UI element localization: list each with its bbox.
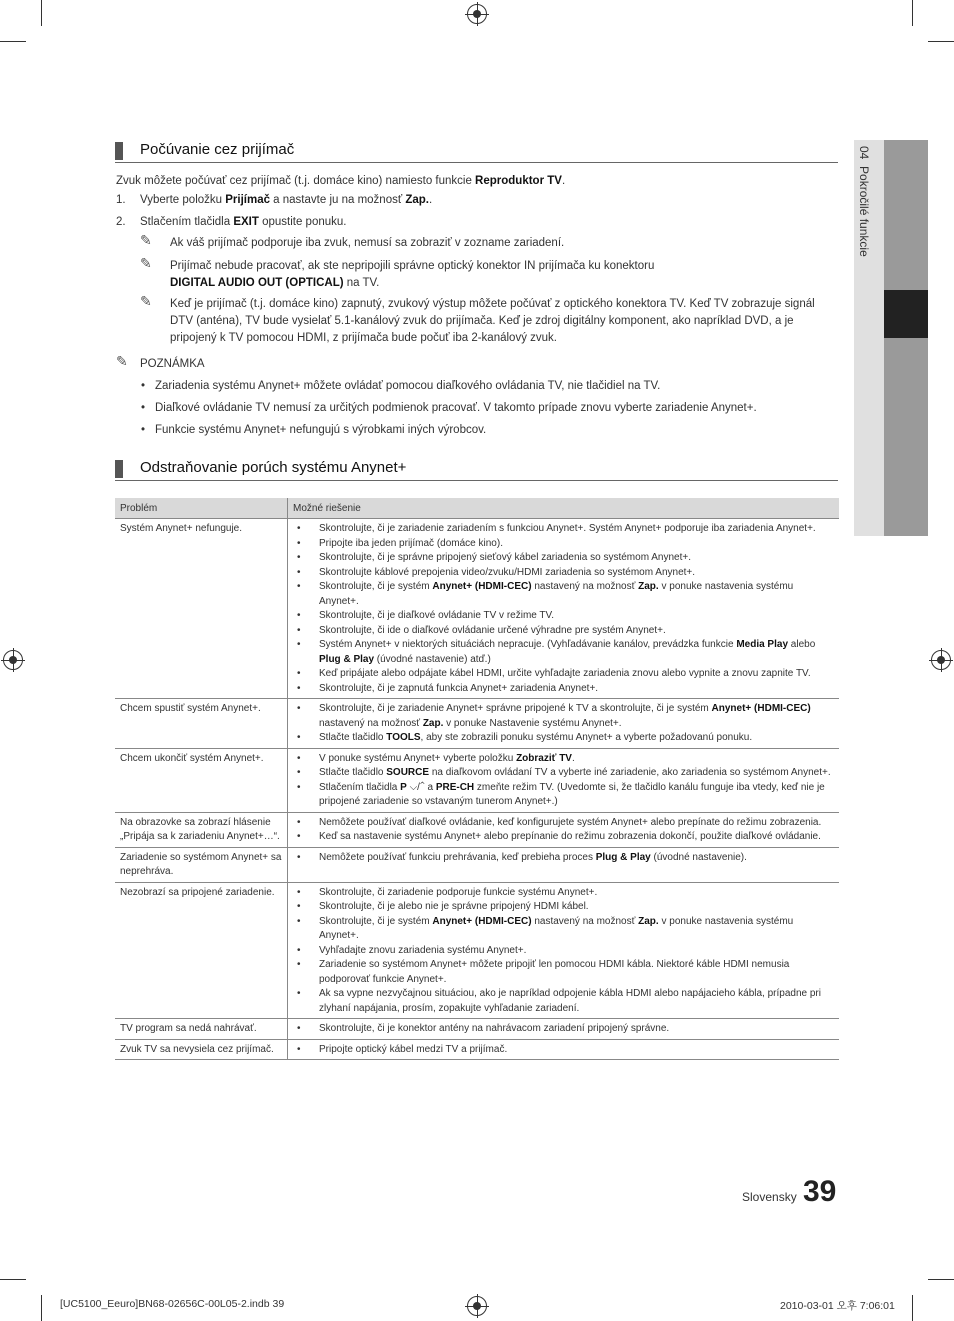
step-1-text: Vyberte položku Prijímač a nastavte ju na možnosť Zap.. (140, 194, 433, 206)
page-number: 39 (803, 1175, 837, 1208)
solution-cell (288, 1039, 840, 1060)
step-2-text: Stlačením tlačidla EXIT opustite ponuku. (140, 216, 347, 228)
note-heading: POZNÁMKA (140, 358, 205, 370)
solution-cell (288, 847, 840, 882)
troubleshooting-table (115, 498, 839, 1060)
print-slug-left: [UC5100_Eeuro]BN68-02656C-00L05-2.indb 39 (60, 1298, 285, 1310)
intro-text: Zvuk môžete počúvať cez prijímač (t.j. domáce kino) namiesto funkcie Reproduktor TV. (116, 175, 566, 187)
solution-item: • Skontrolujte, či je správne pripojený sieťový kábel zariadenia so systémom Anynet+. (293, 551, 834, 566)
solution-item: • Zariadenie so systémom Anynet+ môžete pripojiť len pomocou HDMI kábla. Niektoré káble HDMI nemusia podporovať funkcie Anynet+. (293, 958, 834, 987)
solution-item: • Nemôžete používať funkciu prehrávania, keď prebieha proces Plug & Play (úvodné nastavenie). (293, 851, 834, 866)
print-slug-right: 2010-03-01 오후 7:06:01 (780, 1300, 895, 1312)
crop-mark (912, 0, 913, 26)
solution-item: • Skontrolujte, či je zariadenie zariadením s funkciou Anynet+. Systém Anynet+ podporuje iba zariadenia Anynet+. (293, 522, 834, 537)
solution-item: • Ak sa vypne nezvyčajnou situáciou, ako je napríklad odpojenie kábla HDMI alebo napájacieho kábla, prípadne pri zlyhaní napájania, prosím, zopakujte vyhľadanie zariadení. (293, 987, 834, 1016)
pencil-note-icon: ✎ (140, 232, 152, 248)
problem-cell: Chcem ukončiť systém Anynet+. (115, 748, 288, 812)
section-heading-receiver (115, 140, 838, 163)
problem-cell: Nezobrazí sa pripojené zariadenie. (115, 882, 288, 1019)
registration-mark-icon (3, 650, 23, 670)
solution-item: • Pripojte iba jeden prijímač (domáce kino). (293, 537, 834, 552)
footer-language: Slovensky (742, 1190, 797, 1204)
bullet-icon: • (141, 402, 146, 414)
section-title: Odstraňovanie porúch systému Anynet+ (140, 459, 407, 476)
bullet-icon: • (141, 380, 146, 392)
section-title: Počúvanie cez prijímač (140, 141, 295, 158)
solution-item: • Nemôžete používať diaľkové ovládanie, keď konfigurujete systém Anynet+ alebo prepínate do režimu zobrazenia. (293, 816, 834, 831)
table-row (115, 882, 839, 1019)
solution-item: • Skontrolujte, či je zariadenie Anynet+ správne pripojené k TV a skontrolujte, či je systém Anynet+ (HDMI-CEC) nastavený na možnosť Zap. v ponuke Nastavenie systému Anynet+. (293, 702, 834, 731)
problem-cell: Zvuk TV sa nevysiela cez prijímač. (115, 1039, 288, 1060)
column-header-problem: Problém (115, 498, 288, 519)
note-text: Ak váš prijímač podporuje iba zvuk, nemusí sa zobraziť v zozname zariadení. (170, 237, 565, 249)
table-row (115, 699, 839, 749)
table-row (115, 1039, 839, 1060)
crop-mark (912, 1295, 913, 1321)
solution-cell (288, 882, 840, 1019)
solution-item: • Stlačte tlačidlo SOURCE na diaľkovom ovládaní TV a vyberte iné zariadenie, ako zariadenia so systémom Anynet+. (293, 766, 834, 781)
pencil-note-icon: ✎ (116, 353, 128, 369)
solution-item: • Keď sa nastavenie systému Anynet+ alebo prepínanie do režimu zobrazenia dokončí, použite diaľkové ovládanie. (293, 830, 834, 845)
bullet-icon: • (141, 424, 146, 436)
registration-mark-icon (467, 1296, 487, 1316)
solution-item: • Skontrolujte, či je zapnutá funkcia Anynet+ zariadenia Anynet+. (293, 682, 834, 697)
solution-cell (288, 748, 840, 812)
table-row (115, 847, 839, 882)
table-header-row (115, 498, 839, 519)
crop-mark (0, 1279, 26, 1280)
note-text: Keď je prijímač (t.j. domáce kino) zapnutý, zvukový výstup môžete počúvať z optického konektora TV. Keď TV zobrazuje signál DTV (anténa), TV bude vysielať 5.1-kanálový zvuk do prijímača. Keď je zdroj digitálny komponent, ako napríklad DVD, a je pripojený k TV pomocou HDMI, z prijímača bude počuť iba 2-kanálový zvuk. (170, 298, 815, 344)
solution-item: • Keď pripájate alebo odpájate kábel HDMI, určite vyhľadajte zariadenia znovu alebo vypnite a znovu zapnite TV. (293, 667, 834, 682)
solution-item: • Stlačením tlačidla P ⌵/⌃ a PRE-CH zmeňte režim TV. (Uvedomte si, že tlačidlo kanálu funguje iba vtedy, keď nie je pripojené zariadenie so vstavaným tunerom Anynet+.) (293, 781, 834, 810)
step-number: 2. (116, 216, 126, 228)
solution-item: • Skontrolujte, či je systém Anynet+ (HDMI-CEC) nastavený na možnosť Zap. v ponuke nastavenia systému Anynet+. (293, 915, 834, 944)
problem-cell: Chcem spustiť systém Anynet+. (115, 699, 288, 749)
solution-cell (288, 1019, 840, 1040)
solution-item: • Skontrolujte, či ide o diaľkové ovládanie určené výhradne pre systém Anynet+. (293, 624, 834, 639)
solution-item: • Stlačte tlačidlo TOOLS, aby ste zobrazili ponuku systému Anynet+ a vyberte požadovanú ponuku. (293, 731, 834, 746)
step-number: 1. (116, 194, 126, 206)
problem-cell: Zariadenie so systémom Anynet+ sa neprehráva. (115, 847, 288, 882)
table-row (115, 748, 839, 812)
solution-cell (288, 812, 840, 847)
solution-cell (288, 699, 840, 749)
solution-item: • Pripojte optický kábel medzi TV a prijímač. (293, 1043, 834, 1058)
table-row (115, 1019, 839, 1040)
chapter-side-label: 04 Pokročilé funkcie (857, 146, 871, 257)
column-header-solution: Možné riešenie (288, 498, 840, 519)
bullet-text: Diaľkové ovládanie TV nemusí za určitých podmienok pracovať. V takomto prípade znovu vyberte zariadenie Anynet+. (155, 402, 757, 414)
solution-item: • Systém Anynet+ v niektorých situáciách nepracuje. (Vyhľadávanie kanálov, prevádzka funkcie Media Play alebo Plug & Play (úvodné nastavenie) atď.) (293, 638, 834, 667)
crop-mark (928, 1279, 954, 1280)
table-row (115, 812, 839, 847)
solution-item: • Skontrolujte, či zariadenie podporuje funkcie systému Anynet+. (293, 886, 834, 901)
bullet-text: Zariadenia systému Anynet+ môžete ovládať pomocou diaľkového ovládania TV, nie tlačidiel na TV. (155, 380, 661, 392)
note-text: Prijímač nebude pracovať, ak ste nepripojili správne optický konektor IN prijímača ku konektoru DIGITAL AUDIO OUT (OPTICAL) na TV. (170, 260, 655, 289)
solution-item: • Vyhľadajte znovu zariadenia systému Anynet+. (293, 944, 834, 959)
solution-item: • Skontrolujte, či je diaľkové ovládanie TV v režime TV. (293, 609, 834, 624)
pencil-note-icon: ✎ (140, 293, 152, 309)
problem-cell: Na obrazovke sa zobrazí hlásenie „Pripája sa k zariadeniu Anynet+…“. (115, 812, 288, 847)
pencil-note-icon: ✎ (140, 255, 152, 271)
section-heading-troubleshooting (115, 458, 838, 481)
crop-mark (41, 0, 42, 26)
crop-mark (0, 41, 26, 42)
solution-item: • Skontrolujte, či je konektor antény na nahrávacom zariadení pripojený správne. (293, 1022, 834, 1037)
crop-mark (928, 41, 954, 42)
solution-item: • Skontrolujte, či je systém Anynet+ (HDMI-CEC) nastavený na možnosť Zap. v ponuke nastavenia systému Anynet+. (293, 580, 834, 609)
solution-cell (288, 519, 840, 699)
registration-mark-icon (931, 650, 951, 670)
problem-cell: TV program sa nedá nahrávať. (115, 1019, 288, 1040)
solution-item: • V ponuke systému Anynet+ vyberte položku Zobraziť TV. (293, 752, 834, 767)
registration-mark-icon (467, 4, 487, 24)
crop-mark (41, 1295, 42, 1321)
bullet-text: Funkcie systému Anynet+ nefungujú s výrobkami iných výrobcov. (155, 424, 487, 436)
table-row (115, 519, 839, 699)
solution-item: • Skontrolujte káblové prepojenia video/zvuku/HDMI zariadenia so systémom Anynet+. (293, 566, 834, 581)
problem-cell: Systém Anynet+ nefunguje. (115, 519, 288, 699)
solution-item: • Skontrolujte, či je alebo nie je správne pripojený HDMI kábel. (293, 900, 834, 915)
